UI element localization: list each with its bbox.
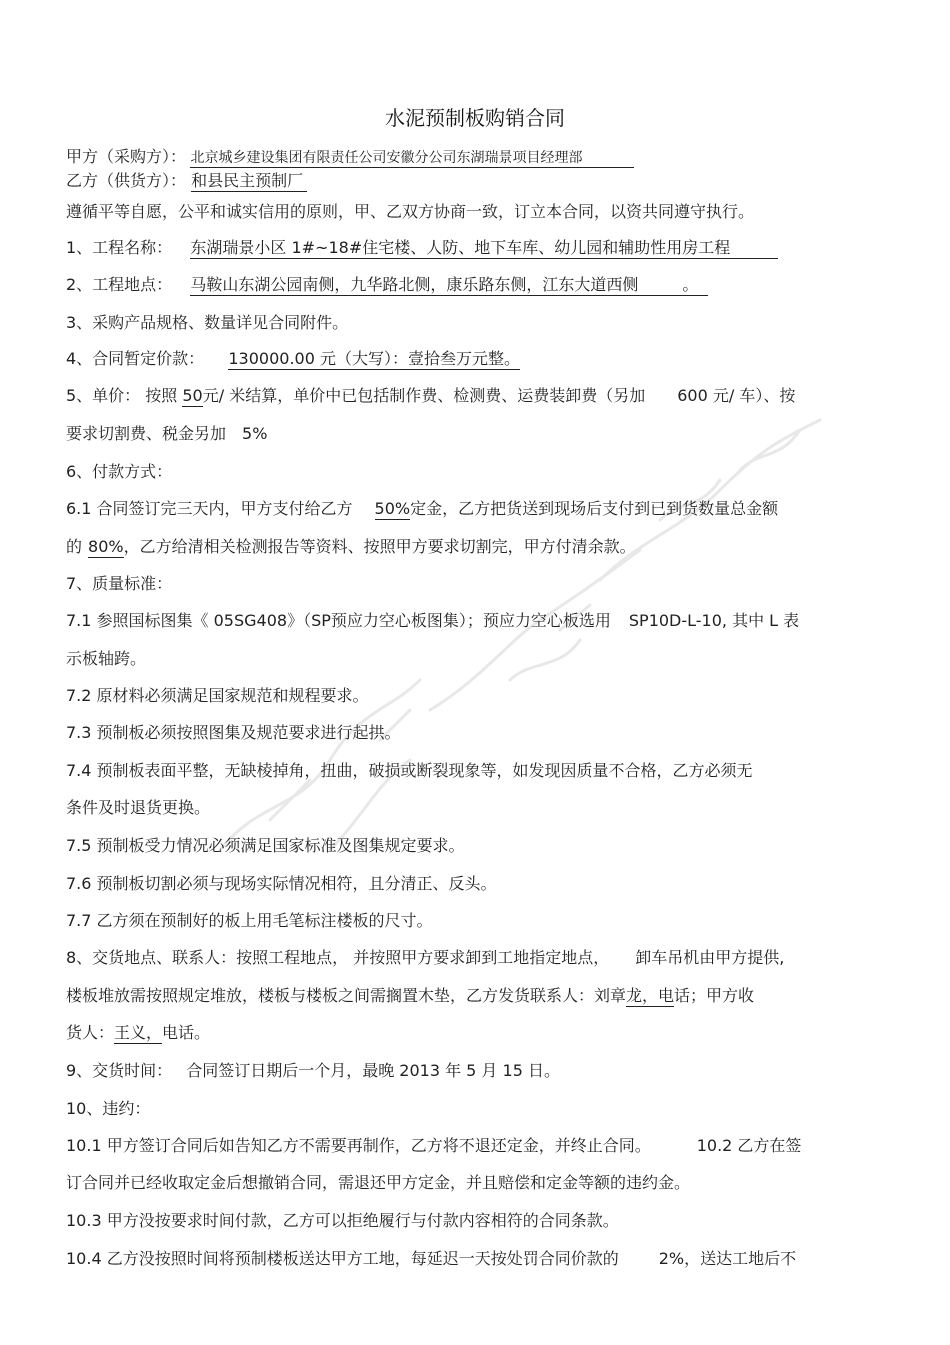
party-b-line <box>66 170 307 192</box>
contract-amount: 130000.00 <box>228 349 315 368</box>
item-2-value: 马鞍山东湖公园南侧，九华路北侧，康乐路东侧，江东大道西侧 。 <box>190 275 708 296</box>
item-7-7: 7.7 乙方须在预制好的板上用毛笔标注楼板的尺寸。 <box>66 911 433 930</box>
item-5-line-2: 要求切割费、税金另加 5% <box>66 424 268 443</box>
item-9: 9、交货时间： 合同签订日期后一个月，最晚 2013 年 5 月 15 日。 <box>66 1061 560 1080</box>
item-10-1-line: 10.1 甲方签订合同后如告知乙方不需要再制作，乙方将不退还定金，并终止合同。 10.2 乙方在签 <box>66 1136 802 1155</box>
item-10-heading: 10、违约： <box>66 1099 151 1118</box>
item-8-line-3: 货人：王义，电话。 <box>66 1023 211 1042</box>
item-2 <box>66 274 708 296</box>
item-1-value: 东湖瑞景小区 1#~18#住宅楼、人防、地下车库、幼儿园和辅助性用房工程 <box>190 238 778 259</box>
party-b-label: 乙方（供货方）： <box>66 171 187 190</box>
item-8-line-1: 8、交货地点、联系人：按照工程地点， 并按照甲方要求卸到工地指定地点， 卸车吊机由甲方提供, <box>66 948 785 967</box>
item-10-4-line: 10.4 乙方没按照时间将预制楼板送达甲方工地，每延迟一天按处罚合同价款的 2%，送达工地后不 <box>66 1249 797 1268</box>
deposit-rate: 50% <box>374 499 411 518</box>
item-7-1-line-2: 示板轴跨。 <box>66 649 147 668</box>
preamble: 遵循平等自愿，公平和诚实信用的原则，甲、乙双方协商一致，订立本合同，以资共同遵守执行。 <box>66 202 755 221</box>
payment-rate: 80% <box>88 537 124 556</box>
tax-rate: 5% <box>242 424 268 443</box>
supplier-contact-underline: 龙，电 <box>626 986 675 1005</box>
party-b-value: 和县民主预制厂 <box>191 171 307 192</box>
item-1 <box>66 237 778 259</box>
item-7-4-line-2: 条件及时退货更换。 <box>66 798 211 817</box>
unit-price: 50 <box>182 386 203 405</box>
item-6-1-line-2: 的 80%，乙方给清相关检测报告等资料、按照甲方要求切割完，甲方付清余款。 <box>66 537 636 556</box>
watermark-scribble <box>180 380 860 900</box>
contract-title: 水泥预制板购销合同 <box>385 106 565 130</box>
party-a-value: 北京城乡建设集团有限责任公司安徽分公司东湖瑞景项目经理部 <box>190 150 634 168</box>
item-4-amount-group: 130000.00 元（大写）：壹拾叁万元整。 <box>228 349 521 368</box>
item-7-heading: 7、质量标准： <box>66 574 173 593</box>
item-4 <box>66 348 520 370</box>
party-a-line <box>66 146 634 169</box>
amount-in-words: 壹拾叁万元整。 <box>408 349 521 368</box>
item-5-line-1: 5、单价： 按照 50元/ 米结算，单价中已包括制作费、检测费、运费装卸费（另加 600 元/ 车）、按 <box>66 386 796 405</box>
item-7-1-line-1: 7.1 参照国标图集《 05SG408》（SP预应力空心板图集）；预应力空心板选用 SP10D-L-10, 其中 L 表 <box>66 611 800 630</box>
item-6-heading: 6、付款方式： <box>66 462 173 481</box>
receiver-name: 王义， <box>114 1023 163 1042</box>
item-7-2: 7.2 原材料必须满足国家规范和规程要求。 <box>66 686 369 705</box>
item-7-5: 7.5 预制板受力情况必须满足国家标准及图集规定要求。 <box>66 836 465 855</box>
item-1-label: 1、工程名称： <box>66 238 173 257</box>
item-8-line-2: 楼板堆放需按照规定堆放，楼板与楼板之间需搁置木垫，乙方发货联系人：刘章龙，电话；甲方收 <box>66 986 755 1005</box>
party-a-label: 甲方（采购方）： <box>66 147 187 166</box>
item-2-label: 2、工程地点： <box>66 275 173 294</box>
item-7-4-line-1: 7.4 预制板表面平整，无缺棱掉角，扭曲，破损或断裂现象等，如发现因质量不合格，乙方必须无 <box>66 761 753 780</box>
item-10-2-line: 订合同并已经收取定金后想撤销合同，需退还甲方定金，并且赔偿和定金等额的违约金。 <box>66 1173 691 1192</box>
item-6-1-line-1: 6.1 合同签订完三天内，甲方支付给乙方 50%定金，乙方把货送到现场后支付到已到货数量总金额 <box>66 499 779 518</box>
item-3: 3、采购产品规格、数量详见合同附件。 <box>66 313 349 332</box>
delivery-deadline: 合同签订日期后一个月，最晚 2013 年 5 月 15 日。 <box>186 1061 560 1080</box>
item-7-3: 7.3 预制板必须按照图集及规范要求进行起拱。 <box>66 723 401 742</box>
item-7-6: 7.6 预制板切割必须与现场实际情况相符，且分清正、反头。 <box>66 874 497 893</box>
item-4-label: 4、合同暂定价款： <box>66 349 205 368</box>
item-10-3: 10.3 甲方没按要求时间付款，乙方可以拒绝履行与付款内容相符的合同条款。 <box>66 1211 619 1230</box>
